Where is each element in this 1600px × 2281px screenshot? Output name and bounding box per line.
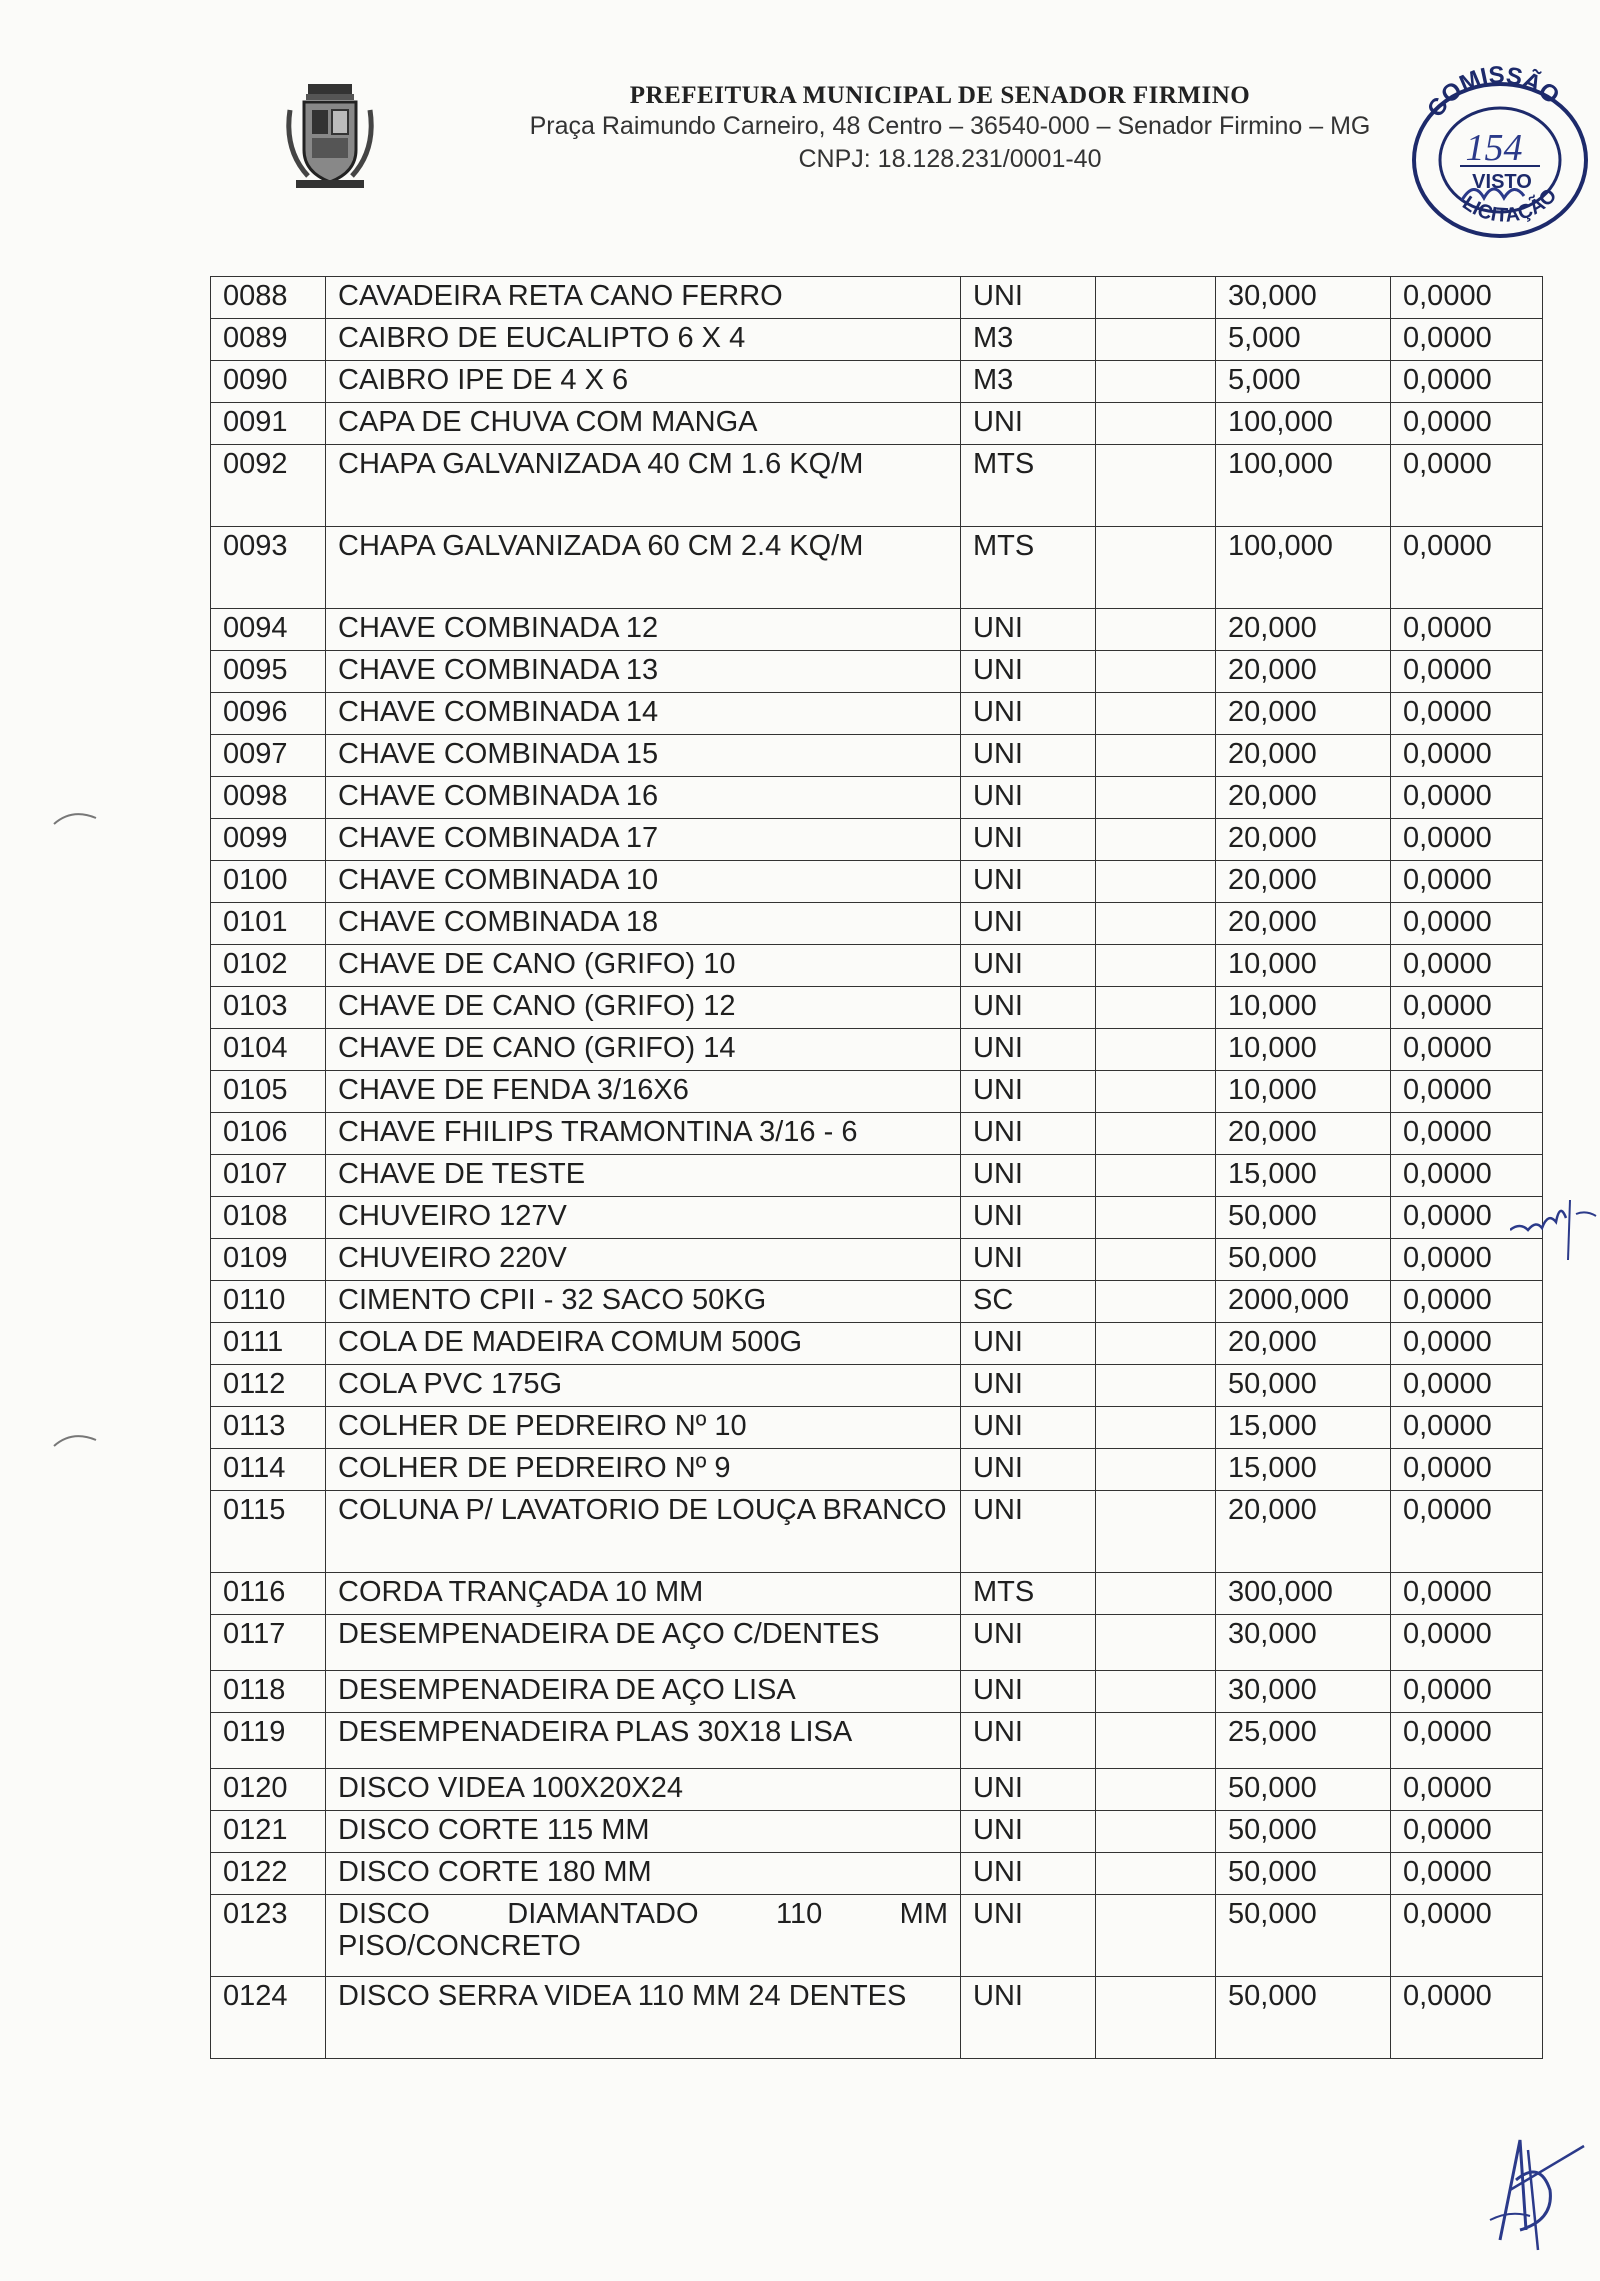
item-blank-cell: [1096, 1713, 1216, 1769]
item-unit: MTS: [961, 1573, 1096, 1615]
item-quantity: 50,000: [1216, 1895, 1391, 1977]
commission-stamp: [1402, 60, 1592, 240]
item-unit: M3: [961, 319, 1096, 361]
item-unit: UNI: [961, 987, 1096, 1029]
item-description: CHAVE COMBINADA 14: [326, 693, 961, 735]
item-quantity: 20,000: [1216, 1491, 1391, 1573]
item-value: 0,0000: [1391, 1365, 1543, 1407]
item-value: 0,0000: [1391, 735, 1543, 777]
item-value: 0,0000: [1391, 1671, 1543, 1713]
items-table: [210, 276, 1543, 2059]
item-value: 0,0000: [1391, 987, 1543, 1029]
item-code: 0101: [211, 903, 326, 945]
item-value: 0,0000: [1391, 277, 1543, 319]
item-code: 0116: [211, 1573, 326, 1615]
item-unit: UNI: [961, 1113, 1096, 1155]
item-unit: MTS: [961, 445, 1096, 527]
item-code: 0096: [211, 693, 326, 735]
item-blank-cell: [1096, 1071, 1216, 1113]
item-unit: UNI: [961, 819, 1096, 861]
table-row: [211, 1113, 1543, 1155]
item-unit: SC: [961, 1281, 1096, 1323]
item-value: 0,0000: [1391, 1029, 1543, 1071]
item-quantity: 100,000: [1216, 403, 1391, 445]
table-row: [211, 1365, 1543, 1407]
table-row: [211, 527, 1543, 609]
item-quantity: 5,000: [1216, 319, 1391, 361]
table-row: [211, 693, 1543, 735]
stamp-number: 154: [1465, 127, 1523, 169]
item-code: 0088: [211, 277, 326, 319]
item-description: COLA DE MADEIRA COMUM 500G: [326, 1323, 961, 1365]
item-description: DESEMPENADEIRA DE AÇO C/DENTES: [326, 1615, 961, 1671]
item-unit: UNI: [961, 403, 1096, 445]
item-description: CHAVE COMBINADA 16: [326, 777, 961, 819]
item-quantity: 30,000: [1216, 1671, 1391, 1713]
item-description: COLUNA P/ LAVATORIO DE LOUÇA BRANCO: [326, 1491, 961, 1573]
item-code: 0090: [211, 361, 326, 403]
item-blank-cell: [1096, 1491, 1216, 1573]
item-quantity: 20,000: [1216, 903, 1391, 945]
item-blank-cell: [1096, 527, 1216, 609]
item-value: 0,0000: [1391, 445, 1543, 527]
item-description: COLHER DE PEDREIRO Nº 9: [326, 1449, 961, 1491]
item-description: CHUVEIRO 220V: [326, 1239, 961, 1281]
item-value: 0,0000: [1391, 609, 1543, 651]
item-value: 0,0000: [1391, 403, 1543, 445]
table-row: [211, 1671, 1543, 1713]
item-description: CHAVE COMBINADA 17: [326, 819, 961, 861]
item-code: 0104: [211, 1029, 326, 1071]
table-row: [211, 1853, 1543, 1895]
item-value: 0,0000: [1391, 1615, 1543, 1671]
item-description: COLA PVC 175G: [326, 1365, 961, 1407]
item-unit: UNI: [961, 1671, 1096, 1713]
item-unit: UNI: [961, 1365, 1096, 1407]
item-code: 0089: [211, 319, 326, 361]
item-value: 0,0000: [1391, 1239, 1543, 1281]
item-code: 0115: [211, 1491, 326, 1573]
item-unit: UNI: [961, 1239, 1096, 1281]
item-blank-cell: [1096, 1365, 1216, 1407]
item-quantity: 25,000: [1216, 1713, 1391, 1769]
table-row: [211, 861, 1543, 903]
item-quantity: 10,000: [1216, 987, 1391, 1029]
item-quantity: 100,000: [1216, 445, 1391, 527]
item-unit: UNI: [961, 1323, 1096, 1365]
stamp-text-bottom: LICITAÇÃO: [1458, 184, 1562, 227]
table-row: [211, 1029, 1543, 1071]
item-value: 0,0000: [1391, 361, 1543, 403]
table-row: [211, 1449, 1543, 1491]
item-value: 0,0000: [1391, 1895, 1543, 1977]
item-unit: UNI: [961, 1713, 1096, 1769]
margin-tick-icon: [52, 1430, 98, 1450]
item-code: 0092: [211, 445, 326, 527]
item-blank-cell: [1096, 319, 1216, 361]
item-value: 0,0000: [1391, 1853, 1543, 1895]
item-code: 0105: [211, 1071, 326, 1113]
table-row: [211, 777, 1543, 819]
item-quantity: 20,000: [1216, 1323, 1391, 1365]
item-code: 0110: [211, 1281, 326, 1323]
item-description: CHAVE DE FENDA 3/16X6: [326, 1071, 961, 1113]
item-value: 0,0000: [1391, 1491, 1543, 1573]
item-quantity: 20,000: [1216, 609, 1391, 651]
handwritten-margin-mark-icon: [1510, 1180, 1600, 1260]
item-blank-cell: [1096, 693, 1216, 735]
item-value: 0,0000: [1391, 861, 1543, 903]
item-unit: UNI: [961, 777, 1096, 819]
item-code: 0111: [211, 1323, 326, 1365]
item-description: CHAVE COMBINADA 13: [326, 651, 961, 693]
item-code: 0122: [211, 1853, 326, 1895]
item-value: 0,0000: [1391, 1449, 1543, 1491]
item-blank-cell: [1096, 1113, 1216, 1155]
item-description: CORDA TRANÇADA 10 MM: [326, 1573, 961, 1615]
table-row: [211, 277, 1543, 319]
item-quantity: 15,000: [1216, 1407, 1391, 1449]
item-quantity: 5,000: [1216, 361, 1391, 403]
item-quantity: 20,000: [1216, 777, 1391, 819]
table-row: [211, 1197, 1543, 1239]
item-unit: UNI: [961, 1449, 1096, 1491]
item-quantity: 50,000: [1216, 1811, 1391, 1853]
item-blank-cell: [1096, 1895, 1216, 1977]
item-value: 0,0000: [1391, 1281, 1543, 1323]
item-description: COLHER DE PEDREIRO Nº 10: [326, 1407, 961, 1449]
table-row: [211, 1323, 1543, 1365]
item-unit: UNI: [961, 651, 1096, 693]
item-blank-cell: [1096, 403, 1216, 445]
item-description: CAIBRO DE EUCALIPTO 6 X 4: [326, 319, 961, 361]
table-row: [211, 445, 1543, 527]
item-code: 0109: [211, 1239, 326, 1281]
item-quantity: 20,000: [1216, 651, 1391, 693]
item-code: 0120: [211, 1769, 326, 1811]
item-unit: UNI: [961, 735, 1096, 777]
stamp-text-mid: VISTO: [1472, 171, 1532, 193]
item-unit: UNI: [961, 1811, 1096, 1853]
item-blank-cell: [1096, 1239, 1216, 1281]
item-blank-cell: [1096, 445, 1216, 527]
header-cnpj: CNPJ: 18.128.231/0001-40: [798, 145, 1102, 173]
item-quantity: 15,000: [1216, 1155, 1391, 1197]
item-code: 0118: [211, 1671, 326, 1713]
item-blank-cell: [1096, 777, 1216, 819]
table-row: [211, 609, 1543, 651]
item-unit: UNI: [961, 945, 1096, 987]
item-unit: UNI: [961, 277, 1096, 319]
item-quantity: 30,000: [1216, 1615, 1391, 1671]
item-blank-cell: [1096, 1977, 1216, 2059]
item-description: DISCO CORTE 115 MM: [326, 1811, 961, 1853]
item-unit: UNI: [961, 1197, 1096, 1239]
item-unit: UNI: [961, 1407, 1096, 1449]
item-blank-cell: [1096, 1769, 1216, 1811]
item-description: CHAVE FHILIPS TRAMONTINA 3/16 - 6: [326, 1113, 961, 1155]
item-description: CHAPA GALVANIZADA 40 CM 1.6 KQ/M: [326, 445, 961, 527]
item-unit: UNI: [961, 693, 1096, 735]
table-row: [211, 1407, 1543, 1449]
item-code: 0093: [211, 527, 326, 609]
item-blank-cell: [1096, 1281, 1216, 1323]
item-description: CHAVE DE CANO (GRIFO) 14: [326, 1029, 961, 1071]
item-quantity: 100,000: [1216, 527, 1391, 609]
item-value: 0,0000: [1391, 1977, 1543, 2059]
item-description: CHAVE DE TESTE: [326, 1155, 961, 1197]
table-row: [211, 735, 1543, 777]
item-blank-cell: [1096, 1197, 1216, 1239]
item-description: CHAVE COMBINADA 18: [326, 903, 961, 945]
item-quantity: 20,000: [1216, 693, 1391, 735]
item-value: 0,0000: [1391, 819, 1543, 861]
item-value: 0,0000: [1391, 1407, 1543, 1449]
item-code: 0124: [211, 1977, 326, 2059]
table-row: [211, 903, 1543, 945]
item-code: 0114: [211, 1449, 326, 1491]
item-description: CHAVE DE CANO (GRIFO) 10: [326, 945, 961, 987]
item-value: 0,0000: [1391, 1197, 1543, 1239]
item-unit: UNI: [961, 861, 1096, 903]
item-unit: UNI: [961, 1977, 1096, 2059]
item-value: 0,0000: [1391, 1811, 1543, 1853]
item-quantity: 50,000: [1216, 1197, 1391, 1239]
item-value: 0,0000: [1391, 693, 1543, 735]
stamp-text-top: COMISSÃO: [1422, 61, 1565, 123]
table-row: [211, 319, 1543, 361]
item-value: 0,0000: [1391, 903, 1543, 945]
item-description: DISCO VIDEA 100X20X24: [326, 1769, 961, 1811]
item-code: 0100: [211, 861, 326, 903]
table-row: [211, 1281, 1543, 1323]
item-quantity: 10,000: [1216, 945, 1391, 987]
item-unit: UNI: [961, 903, 1096, 945]
item-blank-cell: [1096, 1449, 1216, 1491]
item-code: 0107: [211, 1155, 326, 1197]
item-description: DISCO CORTE 180 MM: [326, 1853, 961, 1895]
item-quantity: 50,000: [1216, 1977, 1391, 2059]
item-value: 0,0000: [1391, 319, 1543, 361]
item-quantity: 20,000: [1216, 735, 1391, 777]
item-quantity: 20,000: [1216, 861, 1391, 903]
header-title: PREFEITURA MUNICIPAL DE SENADOR FIRMINO: [629, 82, 1251, 109]
margin-tick-icon: [52, 808, 98, 828]
item-blank-cell: [1096, 903, 1216, 945]
item-quantity: 2000,000: [1216, 1281, 1391, 1323]
item-blank-cell: [1096, 1573, 1216, 1615]
item-code: 0099: [211, 819, 326, 861]
item-value: 0,0000: [1391, 1155, 1543, 1197]
table-row: [211, 1155, 1543, 1197]
item-quantity: 300,000: [1216, 1573, 1391, 1615]
item-code: 0098: [211, 777, 326, 819]
item-blank-cell: [1096, 1029, 1216, 1071]
item-code: 0123: [211, 1895, 326, 1977]
table-row: [211, 1239, 1543, 1281]
item-value: 0,0000: [1391, 777, 1543, 819]
item-code: 0112: [211, 1365, 326, 1407]
item-value: 0,0000: [1391, 945, 1543, 987]
item-value: 0,0000: [1391, 1769, 1543, 1811]
item-blank-cell: [1096, 277, 1216, 319]
item-code: 0121: [211, 1811, 326, 1853]
item-unit: M3: [961, 361, 1096, 403]
item-blank-cell: [1096, 945, 1216, 987]
item-description: CHAVE COMBINADA 10: [326, 861, 961, 903]
item-unit: UNI: [961, 609, 1096, 651]
item-value: 0,0000: [1391, 1323, 1543, 1365]
item-quantity: 50,000: [1216, 1239, 1391, 1281]
item-value: 0,0000: [1391, 1071, 1543, 1113]
item-description: DESEMPENADEIRA PLAS 30X18 LISA: [326, 1713, 961, 1769]
table-row: [211, 1769, 1543, 1811]
item-blank-cell: [1096, 1407, 1216, 1449]
item-code: 0108: [211, 1197, 326, 1239]
item-description: CHAPA GALVANIZADA 60 CM 2.4 KQ/M: [326, 527, 961, 609]
item-quantity: 20,000: [1216, 1113, 1391, 1155]
item-blank-cell: [1096, 1155, 1216, 1197]
item-blank-cell: [1096, 1853, 1216, 1895]
table-row: [211, 1713, 1543, 1769]
table-row: [211, 361, 1543, 403]
item-quantity: 10,000: [1216, 1071, 1391, 1113]
item-value: 0,0000: [1391, 1713, 1543, 1769]
table-row: [211, 1573, 1543, 1615]
table-row: [211, 945, 1543, 987]
header-address: Praça Raimundo Carneiro, 48 Centro – 36540-000 – Senador Firmino – MG: [529, 112, 1371, 140]
item-blank-cell: [1096, 819, 1216, 861]
item-description: CIMENTO CPII - 32 SACO 50KG: [326, 1281, 961, 1323]
table-row: [211, 1615, 1543, 1671]
table-row: [211, 1977, 1543, 2059]
item-description: DESEMPENADEIRA DE AÇO LISA: [326, 1671, 961, 1713]
item-code: 0113: [211, 1407, 326, 1449]
item-unit: UNI: [961, 1895, 1096, 1977]
table-row: [211, 1811, 1543, 1853]
items-table-body: [211, 277, 1543, 2059]
item-code: 0102: [211, 945, 326, 987]
item-unit: UNI: [961, 1615, 1096, 1671]
item-blank-cell: [1096, 361, 1216, 403]
item-description: CAVADEIRA RETA CANO FERRO: [326, 277, 961, 319]
item-blank-cell: [1096, 609, 1216, 651]
item-code: 0091: [211, 403, 326, 445]
svg-text:COMISSÃO: [1422, 62, 1564, 123]
item-quantity: 10,000: [1216, 1029, 1391, 1071]
table-row: [211, 1491, 1543, 1573]
item-value: 0,0000: [1391, 527, 1543, 609]
item-blank-cell: [1096, 1615, 1216, 1671]
table-row: [211, 987, 1543, 1029]
item-unit: UNI: [961, 1071, 1096, 1113]
item-unit: UNI: [961, 1029, 1096, 1071]
item-code: 0097: [211, 735, 326, 777]
item-quantity: 50,000: [1216, 1853, 1391, 1895]
item-description: CAPA DE CHUVA COM MANGA: [326, 403, 961, 445]
item-code: 0106: [211, 1113, 326, 1155]
item-code: 0103: [211, 987, 326, 1029]
item-description: CHAVE COMBINADA 12: [326, 609, 961, 651]
item-unit: UNI: [961, 1853, 1096, 1895]
item-description: CHUVEIRO 127V: [326, 1197, 961, 1239]
table-row: [211, 651, 1543, 693]
item-blank-cell: [1096, 735, 1216, 777]
item-code: 0117: [211, 1615, 326, 1671]
item-unit: UNI: [961, 1491, 1096, 1573]
item-description: DISCO DIAMANTADO 110 MM PISO/CONCRETO: [326, 1895, 961, 1977]
item-blank-cell: [1096, 987, 1216, 1029]
item-description: DISCO SERRA VIDEA 110 MM 24 DENTES: [326, 1977, 961, 2059]
item-code: 0119: [211, 1713, 326, 1769]
item-quantity: 30,000: [1216, 277, 1391, 319]
item-value: 0,0000: [1391, 1573, 1543, 1615]
item-blank-cell: [1096, 1323, 1216, 1365]
item-blank-cell: [1096, 651, 1216, 693]
item-quantity: 50,000: [1216, 1365, 1391, 1407]
item-code: 0094: [211, 609, 326, 651]
item-blank-cell: [1096, 1671, 1216, 1713]
item-quantity: 15,000: [1216, 1449, 1391, 1491]
item-code: 0095: [211, 651, 326, 693]
item-quantity: 20,000: [1216, 819, 1391, 861]
item-description: CHAVE COMBINADA 15: [326, 735, 961, 777]
item-description: CAIBRO IPE DE 4 X 6: [326, 361, 961, 403]
handwritten-initials-icon: [1480, 2120, 1590, 2260]
table-row: [211, 1071, 1543, 1113]
item-quantity: 50,000: [1216, 1769, 1391, 1811]
item-blank-cell: [1096, 861, 1216, 903]
table-row: [211, 819, 1543, 861]
table-row: [211, 403, 1543, 445]
item-unit: MTS: [961, 527, 1096, 609]
item-unit: UNI: [961, 1155, 1096, 1197]
item-description: CHAVE DE CANO (GRIFO) 12: [326, 987, 961, 1029]
table-row: [211, 1895, 1543, 1977]
item-value: 0,0000: [1391, 651, 1543, 693]
item-value: 0,0000: [1391, 1113, 1543, 1155]
item-blank-cell: [1096, 1811, 1216, 1853]
item-unit: UNI: [961, 1769, 1096, 1811]
